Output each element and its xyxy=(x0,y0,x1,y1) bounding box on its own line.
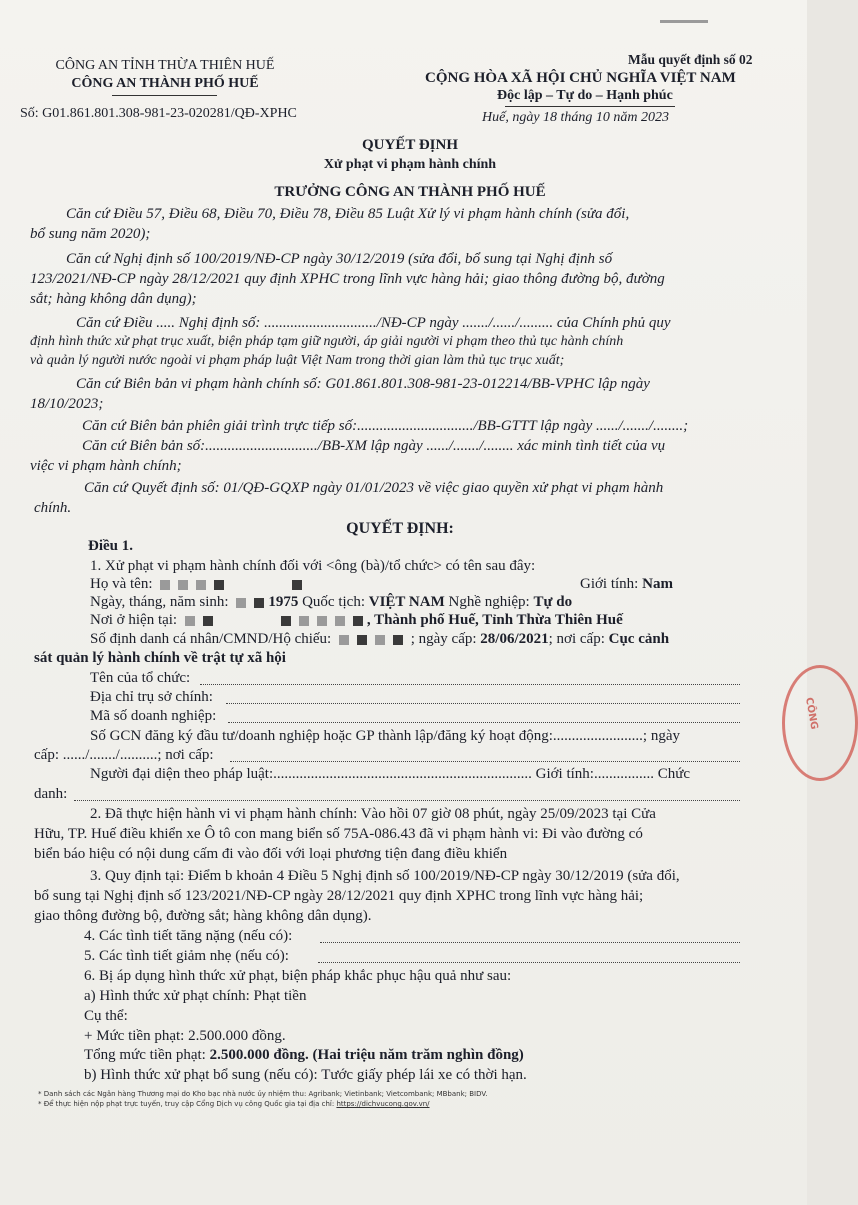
agency-underline xyxy=(112,95,217,96)
fill-line xyxy=(200,684,740,685)
details-label: Cụ thể: xyxy=(84,1008,128,1024)
id-place: Cục cảnh xyxy=(608,631,670,647)
gender-label: Giới tính: xyxy=(580,576,639,592)
redacted-block xyxy=(335,616,345,626)
mitigating-label: 5. Các tình tiết giảm nhẹ (nếu có): xyxy=(84,948,289,964)
regulation-line: 3. Quy định tại: Điểm b khoản 4 Điều 5 Nghị định số 100/2019/NĐ-CP ngày 30/12/2019 (sửa đổi, xyxy=(90,868,680,884)
basis-line: việc vi phạm hành chính; xyxy=(30,458,182,474)
org-title-label: danh: xyxy=(34,786,68,802)
regulation-line: giao thông đường bộ, đường sắt; hàng không dân dụng). xyxy=(34,908,372,924)
motto-underline xyxy=(505,106,675,107)
redacted-block xyxy=(292,580,302,590)
violation-line: Hữu, TP. Huế điều khiển xe Ô tô con mang biển số 75A-086.43 đã vi phạm hành vi: Đi vào đường có xyxy=(34,826,643,842)
redacted-block xyxy=(160,580,170,590)
fine-amount: + Mức tiền phạt: 2.500.000 đồng. xyxy=(84,1028,286,1044)
gender-value: Nam xyxy=(642,576,673,592)
fill-line xyxy=(226,703,740,704)
agency-name: CÔNG AN THÀNH PHỐ HUẾ xyxy=(71,76,259,91)
address-tail: , Thành phố Huế, Tỉnh Thừa Thiên Huế xyxy=(366,612,623,628)
address-label: Nơi ở hiện tại: xyxy=(90,612,178,628)
agency-parent: CÔNG AN TỈNH THỪA THIÊN HUẾ xyxy=(55,58,275,73)
basis-line: 123/2021/NĐ-CP ngày 28/12/2021 quy định XPHC trong lĩnh vực hàng hải; giao thông đường bộ, đường xyxy=(30,271,665,287)
article-title: Điều 1. xyxy=(88,538,133,554)
dob-label: Ngày, tháng, năm sinh: xyxy=(90,594,229,610)
regulation-line: bổ sung tại Nghị định số 123/2021/NĐ-CP ngày 28/12/2021 quy định XPHC trong lĩnh vực hàng hải; xyxy=(34,888,644,904)
redacted-block xyxy=(357,635,367,645)
basis-line: sắt; hàng không dân dụng); xyxy=(30,291,197,307)
violation-line: biển báo hiệu có nội dung cấm đi vào đối với loại phương tiện đang điều khiển xyxy=(34,846,508,862)
redacted-block xyxy=(203,616,213,626)
redacted-block xyxy=(236,598,246,608)
fill-line xyxy=(74,800,740,801)
nationality-label: Quốc tịch: xyxy=(302,594,365,610)
basis-line: bổ sung năm 2020); xyxy=(30,226,151,242)
article-p1: 1. Xử phạt vi phạm hành chính đối với <ông (bà)/tổ chức> có tên sau đây: xyxy=(90,558,536,574)
additional-penalty: b) Hình thức xử phạt bổ sung (nếu có): Tước giấy phép lái xe có thời hạn. xyxy=(84,1067,527,1083)
footnote-link[interactable]: https://dichvucong.gov.vn/ xyxy=(336,1100,430,1108)
basis-line: Căn cứ Điều 57, Điều 68, Điều 70, Điều 78, Điều 85 Luật Xử lý vi phạm hành chính (sửa đổi, xyxy=(66,206,630,222)
country-name: CỘNG HÒA XÃ HỘI CHỦ NGHĨA VIỆT NAM xyxy=(425,70,736,86)
id-place-continued: sát quản lý hành chính về trật tự xã hội xyxy=(34,650,286,666)
redacted-block xyxy=(339,635,349,645)
violation-line: 2. Đã thực hiện hành vi vi phạm hành chính: Vào hồi 07 giờ 08 phút, ngày 25/09/2023 tại Cửa xyxy=(90,806,656,822)
job-value: Tự do xyxy=(533,594,573,610)
decision-heading: QUYẾT ĐỊNH: xyxy=(346,520,454,537)
org-gcn-issue: cấp: ....../......./..........; nơi cấp: xyxy=(34,747,214,763)
name-row xyxy=(90,576,306,593)
form-label: Mẫu quyết định số 02 xyxy=(628,52,753,67)
org-representative: Người đại diện theo pháp luật:..................................................................... Giới tính:................ Chức xyxy=(90,766,690,782)
footnote-banks: * Danh sách các Ngân hàng Thương mại do Kho bạc nhà nước ủy nhiệm thu: Agribank; Vietinbank; Vietcombank; MBbank; BIDV. xyxy=(38,1090,488,1098)
basis-line: chính. xyxy=(34,500,72,516)
redacted-block xyxy=(375,635,385,645)
fill-line xyxy=(318,962,740,963)
total-fine-row xyxy=(84,1047,524,1064)
redacted-block xyxy=(281,616,291,626)
redacted-block xyxy=(393,635,403,645)
org-address-label: Địa chỉ trụ sở chính: xyxy=(90,689,213,705)
address-row xyxy=(90,612,623,629)
org-name-label: Tên của tổ chức: xyxy=(90,670,191,686)
red-seal xyxy=(782,665,858,781)
redacted-block xyxy=(214,580,224,590)
org-gcn: Số GCN đăng ký đầu tư/doanh nghiệp hoặc GP thành lập/đăng ký hoạt động:........................; ngày xyxy=(90,728,681,744)
authority: TRƯỞNG CÔNG AN THÀNH PHỐ HUẾ xyxy=(274,184,546,200)
footnote-online-text: * Để thực hiện nộp phạt trực tuyến, truy cập Cổng Dịch vụ công Quốc gia tại địa chỉ: xyxy=(38,1100,335,1108)
basis-line: Căn cứ Biên bản số:............................../BB-XM lập ngày ....../......./........ xác minh tình tiết của vụ xyxy=(82,438,666,454)
basis-line: Căn cứ Nghị định số 100/2019/NĐ-CP ngày 30/12/2019 (sửa đổi, bổ sung tại Nghị định số xyxy=(66,251,613,267)
motto: Độc lập – Tự do – Hạnh phúc xyxy=(497,88,673,103)
total-fine-value: 2.500.000 đồng. (Hai triệu năm trăm nghìn đồng) xyxy=(209,1047,524,1063)
id-place-label: ; nơi cấp: xyxy=(548,631,605,647)
seal-text: CÔNG xyxy=(802,696,820,731)
org-code-label: Mã số doanh nghiệp: xyxy=(90,708,217,724)
gender-row xyxy=(580,576,673,593)
basis-line: định hình thức xử phạt trục xuất, biện pháp tạm giữ người, áp giải người vi phạm theo thủ tục hành chính xyxy=(30,334,624,349)
redacted-block xyxy=(178,580,188,590)
basis-line: và quản lý người nước ngoài vi phạm pháp luật Việt Nam trong thời gian làm thủ tục trục xuất; xyxy=(30,353,565,368)
paper-mark xyxy=(660,20,708,23)
decision-number: Số: G01.861.801.308-981-23-020281/QĐ-XPHC xyxy=(20,106,297,121)
id-date: 28/06/2021 xyxy=(480,631,549,647)
title-sub: Xử phạt vi phạm hành chính xyxy=(323,157,497,172)
fill-line xyxy=(228,722,740,723)
dob-row xyxy=(90,594,572,611)
name-label: Họ và tên: xyxy=(90,576,153,592)
job-label: Nghề nghiệp: xyxy=(448,594,530,610)
redacted-block xyxy=(185,616,195,626)
id-date-label: ; ngày cấp: xyxy=(410,631,477,647)
main-penalty: a) Hình thức xử phạt chính: Phạt tiền xyxy=(84,988,307,1004)
dob-year: 1975 xyxy=(268,594,299,610)
basis-line: Căn cứ Biên bản vi phạm hành chính số: G01.861.801.308-981-23-012214/BB-VPHC lập ngày xyxy=(76,376,650,392)
redacted-block xyxy=(317,616,327,626)
basis-line: Căn cứ Biên bản phiên giải trình trực tiếp số:.............................../BB-GTTT lập ngày ....../......./........; xyxy=(82,418,689,434)
basis-line: 18/10/2023; xyxy=(30,396,104,412)
fill-line xyxy=(320,942,740,943)
redacted-block xyxy=(254,598,264,608)
id-row xyxy=(90,631,669,648)
total-fine-label: Tổng mức tiền phạt: xyxy=(84,1047,206,1063)
aggravating-label: 4. Các tình tiết tăng nặng (nếu có): xyxy=(84,928,293,944)
basis-line: Căn cứ Quyết định số: 01/QĐ-GQXP ngày 01/01/2023 về việc giao quyền xử phạt vi phạm hành xyxy=(84,480,664,496)
place-date: Huế, ngày 18 tháng 10 năm 2023 xyxy=(482,110,670,125)
penalty-heading: 6. Bị áp dụng hình thức xử phạt, biện pháp khắc phục hậu quả như sau: xyxy=(84,968,512,984)
id-label: Số định danh cá nhân/CMND/Hộ chiếu: xyxy=(90,631,332,647)
basis-line: Căn cứ Điều ..... Nghị định số: ............................../NĐ-CP ngày ......./....../......... của Chính phủ quy xyxy=(76,315,671,331)
redacted-block xyxy=(299,616,309,626)
fill-line xyxy=(230,761,740,762)
redacted-block xyxy=(353,616,363,626)
redacted-block xyxy=(196,580,206,590)
title-main: QUYẾT ĐỊNH xyxy=(362,137,458,153)
nationality-value: VIỆT NAM xyxy=(368,594,445,610)
footnote-online xyxy=(38,1100,430,1108)
